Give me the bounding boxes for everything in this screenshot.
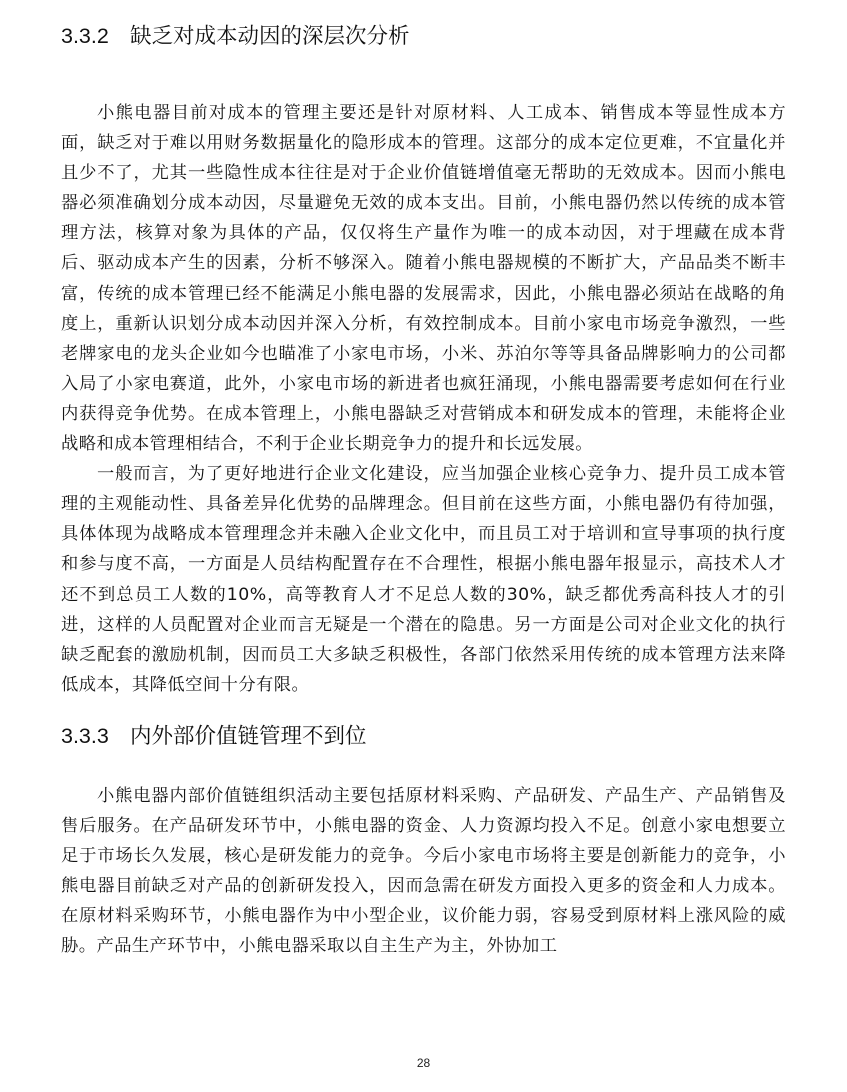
- page-number: 28: [416, 1056, 431, 1070]
- section-number: 3.3.3: [61, 723, 109, 748]
- section-title: 内外部价值链管理不到位: [130, 723, 367, 748]
- section-title: 缺乏对成本动因的深层次分析: [130, 24, 410, 48]
- body-paragraph: 一般而言，为了更好地进行企业文化建设，应当加强企业核心竞争力、提升员工成本管理的主观能动性、具备差异化优势的品牌理念。但目前在这些方面，小熊电器仍有待加强，具体体现为战略成本管理理念并未融入企业文化中，而且员工对于培训和宣导事项的执行度和参与度不高，一方面是人员结构配置存在不合理性，根据小熊电器年报显示，高技术人才还不到总员工人数的10%，高等教育人才不足总人数的30%，缺乏都优秀高科技人才的引进，这样的人员配置对企业而言无疑是一个潜在的隐患。另一方面是公司对企业文化的执行缺乏配套的激励机制，因而员工大多缺乏积极性，各部门依然采用传统的成本管理方法来降低成本，其降低空间十分有限。: [61, 464, 786, 695]
- section-heading-3-3-2: [61, 20, 786, 52]
- body-paragraph: 小熊电器内部价值链组织活动主要包括原材料采购、产品研发、产品生产、产品销售及售后服务。在产品研发环节中，小熊电器的资金、人力资源均投入不足。创意小家电想要立足于市场长久发展，核心是研发能力的竞争。今后小家电市场将主要是创新能力的竞争，小熊电器目前缺乏对产品的创新研发投入，因而急需在研发方面投入更多的资金和人力成本。在原材料采购环节，小熊电器作为中小型企业，议价能力弱，容易受到原材料上涨风险的威胁。产品生产环节中，小熊电器采取以自主生产为主，外协加工: [61, 785, 786, 957]
- body-paragraph: 小熊电器目前对成本的管理主要还是针对原材料、人工成本、销售成本等显性成本方面，缺乏对于难以用财务数据量化的隐形成本的管理。这部分的成本定位更难，不宜量化并且少不了，尤其一些隐性成本往往是对于企业价值链增值毫无帮助的无效成本。因而小熊电器必须准确划分成本动因，尽量避免无效的成本支出。目前，小熊电器仍然以传统的成本管理方法，核算对象为具体的产品，仅仅将生产量作为唯一的成本动因，对于埋藏在成本背后、驱动成本产生的因素，分析不够深入。随着小熊电器规模的不断扩大，产品品类不断丰富，传统的成本管理已经不能满足小熊电器的发展需求，因此，小熊电器必须站在战略的角度上，重新认识划分成本动因并深入分析，有效控制成本。目前小家电市场竞争激烈，一些老牌家电的龙头企业如今也瞄准了小家电市场，小米、苏泊尔等等具备品牌影响力的公司都入局了小家电赛道，此外，小家电市场的新进者也疯狂涌现，小熊电器需要考虑如何在行业内获得竞争优势。在成本管理上，小熊电器缺乏对营销成本和研发成本的管理，未能将企业战略和成本管理相结合，不利于企业长期竞争力的提升和长远发展。: [61, 103, 786, 455]
- section-heading-3-3-3: [61, 720, 786, 752]
- section-number: 3.3.2: [61, 24, 109, 48]
